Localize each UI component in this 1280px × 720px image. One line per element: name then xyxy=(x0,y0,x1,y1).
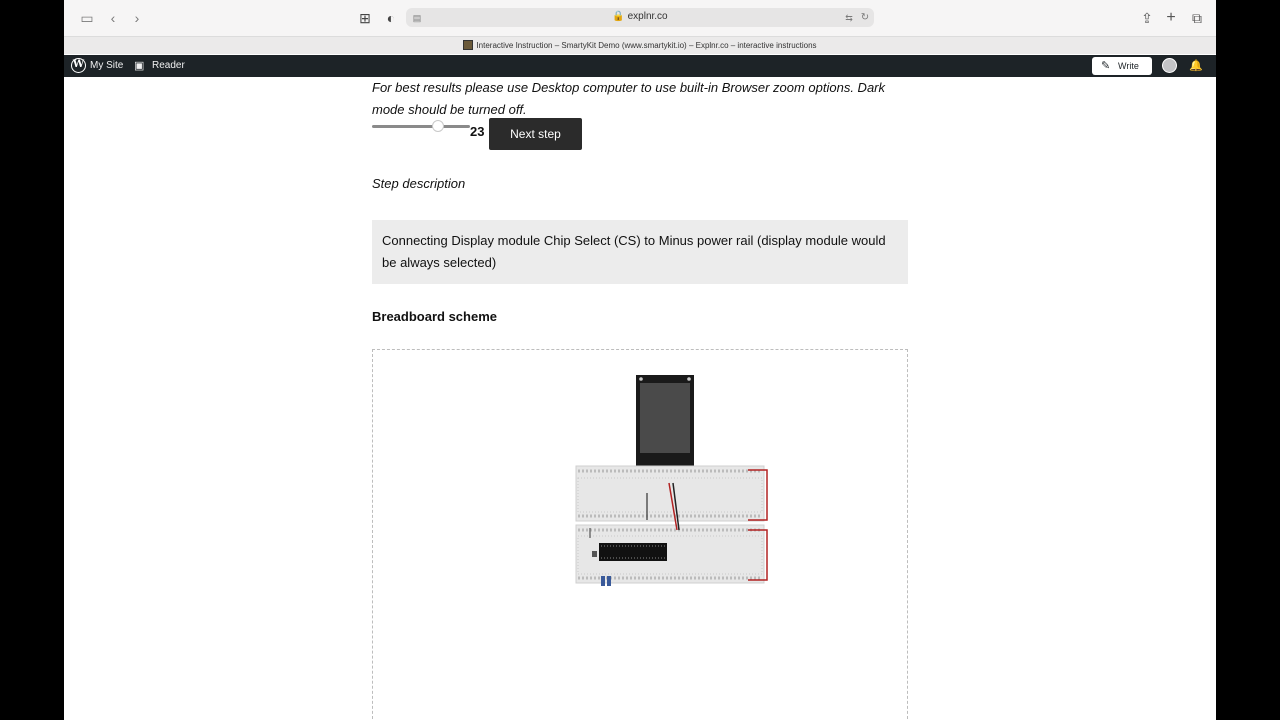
breadboard-scheme xyxy=(372,349,908,720)
reload-icon[interactable]: ↻ xyxy=(860,12,870,23)
step-slider[interactable] xyxy=(372,125,470,128)
wp-admin-bar xyxy=(64,55,1216,77)
sidebar-toggle-icon[interactable]: ▭ xyxy=(80,10,94,26)
favicon-icon xyxy=(463,40,473,50)
tab-title: Interactive Instruction – SmartyKit Demo (www.smartykit.io) – Explnr.co – interactive instructions xyxy=(476,41,817,50)
new-tab-icon[interactable]: + xyxy=(1166,9,1176,26)
slider-thumb[interactable] xyxy=(432,120,444,132)
lock-icon: 🔒 xyxy=(612,11,625,22)
display-screen xyxy=(640,383,690,453)
translate-icon[interactable]: ⇆ xyxy=(845,13,853,23)
usage-note: For best results please use Desktop computer to use built-in Browser zoom options. Dark mode should be turned off. xyxy=(372,80,886,117)
next-step-button[interactable]: Next step xyxy=(489,118,582,150)
tabs-icon[interactable]: ⧉ xyxy=(1192,10,1202,26)
active-tab[interactable] xyxy=(64,40,1216,50)
wordpress-icon[interactable]: W xyxy=(71,58,86,73)
page-icon: ▤ xyxy=(412,13,422,23)
step-description-box xyxy=(372,220,908,284)
browser-toolbar xyxy=(64,0,1216,36)
write-label: Write xyxy=(1118,61,1139,71)
breadboard-diagram xyxy=(373,350,907,720)
tab-overview-icon[interactable]: ⊞ xyxy=(359,10,371,26)
forward-icon[interactable]: › xyxy=(134,10,140,26)
reader-link[interactable]: Reader xyxy=(152,60,185,71)
breadboard-scheme-heading: Breadboard scheme xyxy=(372,309,497,324)
browser-window xyxy=(64,0,1216,720)
my-site-link[interactable]: My Site xyxy=(90,60,124,71)
share-icon[interactable]: ⇪ xyxy=(1141,10,1153,26)
privacy-shield-icon[interactable]: ◐ xyxy=(386,10,396,26)
microcontroller-chip xyxy=(599,543,667,561)
address-bar[interactable] xyxy=(406,8,874,27)
reader-icon: ▣ xyxy=(134,60,145,72)
tab-bar xyxy=(64,36,1216,54)
avatar[interactable] xyxy=(1162,58,1177,73)
write-button[interactable] xyxy=(1092,57,1152,75)
breadboard-top xyxy=(576,466,764,521)
step-description-heading: Step description xyxy=(372,176,466,191)
step-number: 23 xyxy=(470,124,485,139)
write-icon: ✎ xyxy=(1101,60,1111,72)
url-text: explnr.co xyxy=(627,11,668,22)
step-description-text: Connecting Display module Chip Select (CS) to Minus power rail (display module would be always selected) xyxy=(382,233,886,270)
back-icon[interactable]: ‹ xyxy=(110,10,116,26)
notifications-bell-icon[interactable]: 🔔 xyxy=(1189,60,1203,72)
